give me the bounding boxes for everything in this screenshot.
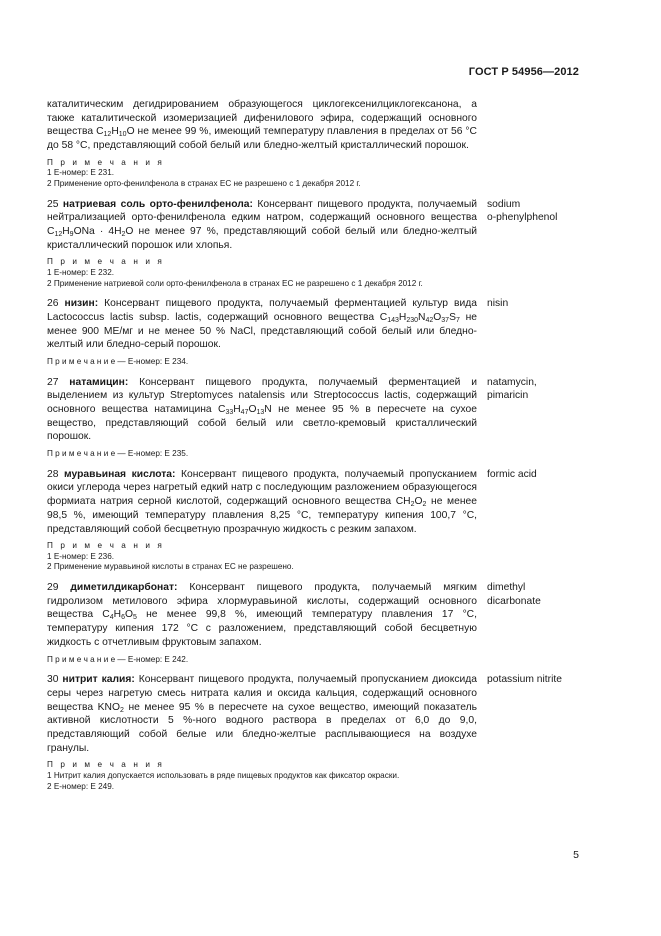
- english-term-line: dimethyl: [487, 582, 526, 593]
- term-entry: [47, 673, 617, 792]
- term-notes: [47, 449, 617, 460]
- english-term-line: formic acid: [487, 468, 537, 480]
- term-entry: [47, 468, 617, 573]
- term-row: [47, 376, 617, 445]
- term-text: Консервант пищевого продукта, получаемый ферментацией и выделением из культур Streptomyces natalensis или Streptococcus lactis, содержащий основного вещества натамицина $C_{33}H_{47}O_{13}N$ не менее 95 % в пересчете на сухое вещество, представляющий собой белый или светло-кремовый кристаллический порошок.: [47, 376, 477, 443]
- term-definition: [47, 297, 477, 352]
- term-notes: [47, 257, 617, 289]
- note-line: 2 Применение муравьиной кислоты в странах ЕС не разрешено.: [47, 562, 294, 572]
- notes-title: П р и м е ч а н и я: [47, 257, 165, 267]
- english-term-line: dicarbonate: [487, 595, 541, 607]
- note-line: П р и м е ч а н и е — Е-номер: Е 234.: [47, 357, 189, 366]
- english-term-line: sodium: [487, 198, 521, 210]
- term-number: 29: [47, 582, 59, 593]
- english-equivalent: [487, 673, 617, 687]
- english-equivalent: [487, 198, 617, 225]
- intro-block: [47, 98, 617, 153]
- term-text: Консервант пищевого продукта, получаемый пропусканием диоксида серы через нагретую смесь нитрата калия и оксида кальция, содержащий основного вещества $KNO_2$ не менее 95 % в пересчете на сухое вещество, имеющий показатель активной кислотности 5 %-ного водного раствора в пределах от 6,0 до 9,0, представляющий собой белые или бледно-желтые расплывающиеся на воздухе гранулы.: [47, 674, 477, 754]
- term-entry: [47, 297, 617, 367]
- term-name: низин:: [64, 298, 99, 310]
- term-row: [47, 297, 617, 352]
- term-entry: [47, 581, 617, 665]
- note-line: 2 Применение натриевой соли орто-фенилфенола в странах ЕС не разрешено с 1 декабря 2012 г.: [47, 278, 423, 288]
- note-line: П р и м е ч а н и е — Е-номер: Е 242.: [47, 654, 189, 664]
- english-equivalent: [487, 297, 617, 311]
- term-entry: [47, 198, 617, 290]
- term-definition: [47, 673, 477, 755]
- term-entry: [47, 376, 617, 460]
- english-equivalent: [487, 468, 617, 482]
- english-term-line: natamycin,: [487, 376, 537, 388]
- term-number: 30: [47, 674, 59, 686]
- english-equivalent: [487, 581, 617, 608]
- note-line: П р и м е ч а н и е — Е-номер: Е 235.: [47, 449, 189, 459]
- term-text: Консервант пищевого продукта, получаемый ферментацией культур вида Lactococcus lactis subsp. lactis, содержащий основного вещества $C_{143}H_{230}N_{42}O_{37}S_7$ не менее 900 МЕ/мг и не менее 50 % NaCl, представляющий собой белый или бледно-желтый или бледно-серый порошок.: [47, 298, 477, 351]
- term-number: 27: [47, 376, 59, 388]
- term-definition: [47, 376, 477, 445]
- notes-title: П р и м е ч а н и я: [47, 157, 165, 167]
- term-row: [47, 198, 617, 253]
- note-line: 1 Е-номер: Е 232.: [47, 268, 115, 277]
- term-notes: [47, 541, 617, 573]
- term-notes: [47, 760, 617, 792]
- notes-title: П р и м е ч а н и я: [47, 541, 165, 551]
- entries-list: [47, 198, 617, 793]
- term-name: нитрит калия:: [62, 674, 135, 686]
- term-definition: [47, 198, 477, 253]
- english-term-line: o-phenylphenol: [487, 212, 558, 224]
- document-body: [47, 98, 617, 792]
- term-definition: [47, 468, 477, 537]
- note-line: 1 Е-номер: Е 231.: [47, 168, 115, 178]
- term-name: натриевая соль орто-фенилфенола:: [62, 198, 253, 210]
- note-line: 1 Е-номер: Е 236.: [47, 551, 115, 561]
- intro-notes: [47, 158, 617, 190]
- notes-title: П р и м е ч а н и я: [47, 760, 165, 770]
- term-name: муравьиная кислота:: [64, 468, 176, 480]
- english-term-line: pimaricin: [487, 390, 529, 402]
- term-row: [47, 581, 617, 650]
- term-name: диметилдикарбонат:: [70, 582, 178, 593]
- term-notes: [47, 655, 617, 666]
- term-number: 26: [47, 298, 59, 310]
- term-row: [47, 673, 617, 755]
- page-number: 5: [573, 849, 579, 861]
- english-equivalent: [487, 376, 617, 403]
- intro-text: каталитическим дегидрированием образующегося циклогексенилциклогексанона, а также каталитической изомеризацией дифенилового эфира, содержащий основного вещества $C_{12}H_{10}O$ не менее 99 %, имеющий температуру плавления в пределах от 56 °C до 58 °C, представляющий собой белый или бледно-желтый кристаллический порошок.: [47, 99, 477, 152]
- term-text: Консервант пищевого продукта, получаемый пропусканием окиси углерода через нагретый едкий натр с последующим разложением образующегося формиата натрия серной кислотой, содержащий основного вещества $CH_2O_2$ не менее 98,5 %, имеющий температуру плавления 8,25 °C, температуру кипения 100,7 °C, представляющий собой бесцветную прозрачную жидкость с резким запахом.: [47, 468, 477, 535]
- term-row: [47, 468, 617, 537]
- term-definition: [47, 581, 477, 650]
- english-term-line: nisin: [487, 298, 509, 310]
- term-number: 25: [47, 198, 59, 210]
- term-name: натамицин:: [69, 376, 129, 388]
- english-term-line: potassium nitrite: [487, 674, 562, 686]
- term-number: 28: [47, 468, 59, 480]
- term-notes: [47, 357, 617, 368]
- note-line: 2 Е-номер: Е 249.: [47, 781, 115, 791]
- term-text: Консервант пищевого продукта, получаемый нейтрализацией орто-фенилфенола едким натром, содержащий основного вещества $C_{12}H_9ONa \cdot 4H_2O$ не менее 97 %, представляющий собой белый или бледно-желтый кристаллический порошок или хлопья.: [47, 198, 477, 251]
- document-header: ГОСТ Р 54956—2012: [468, 66, 579, 78]
- note-line: 2 Применение орто-фенилфенола в странах ЕС не разрешено с 1 декабря 2012 г.: [47, 179, 361, 188]
- term-text: Консервант пищевого продукта, получаемый мягким гидролизом метилового эфира хлормуравьиной кислоты, содержащий основного вещества $C_4H_6O_5$ не менее 99,8 %, имеющий температуру плавления 17 °C, температуру кипения 172 °C с разложением, представляющий собой бесцветную жидкость с отчетливым фруктовым запахом.: [47, 582, 477, 648]
- note-line: 1 Нитрит калия допускается использовать в ряде пищевых продуктов как фиксатор окраски.: [47, 770, 400, 780]
